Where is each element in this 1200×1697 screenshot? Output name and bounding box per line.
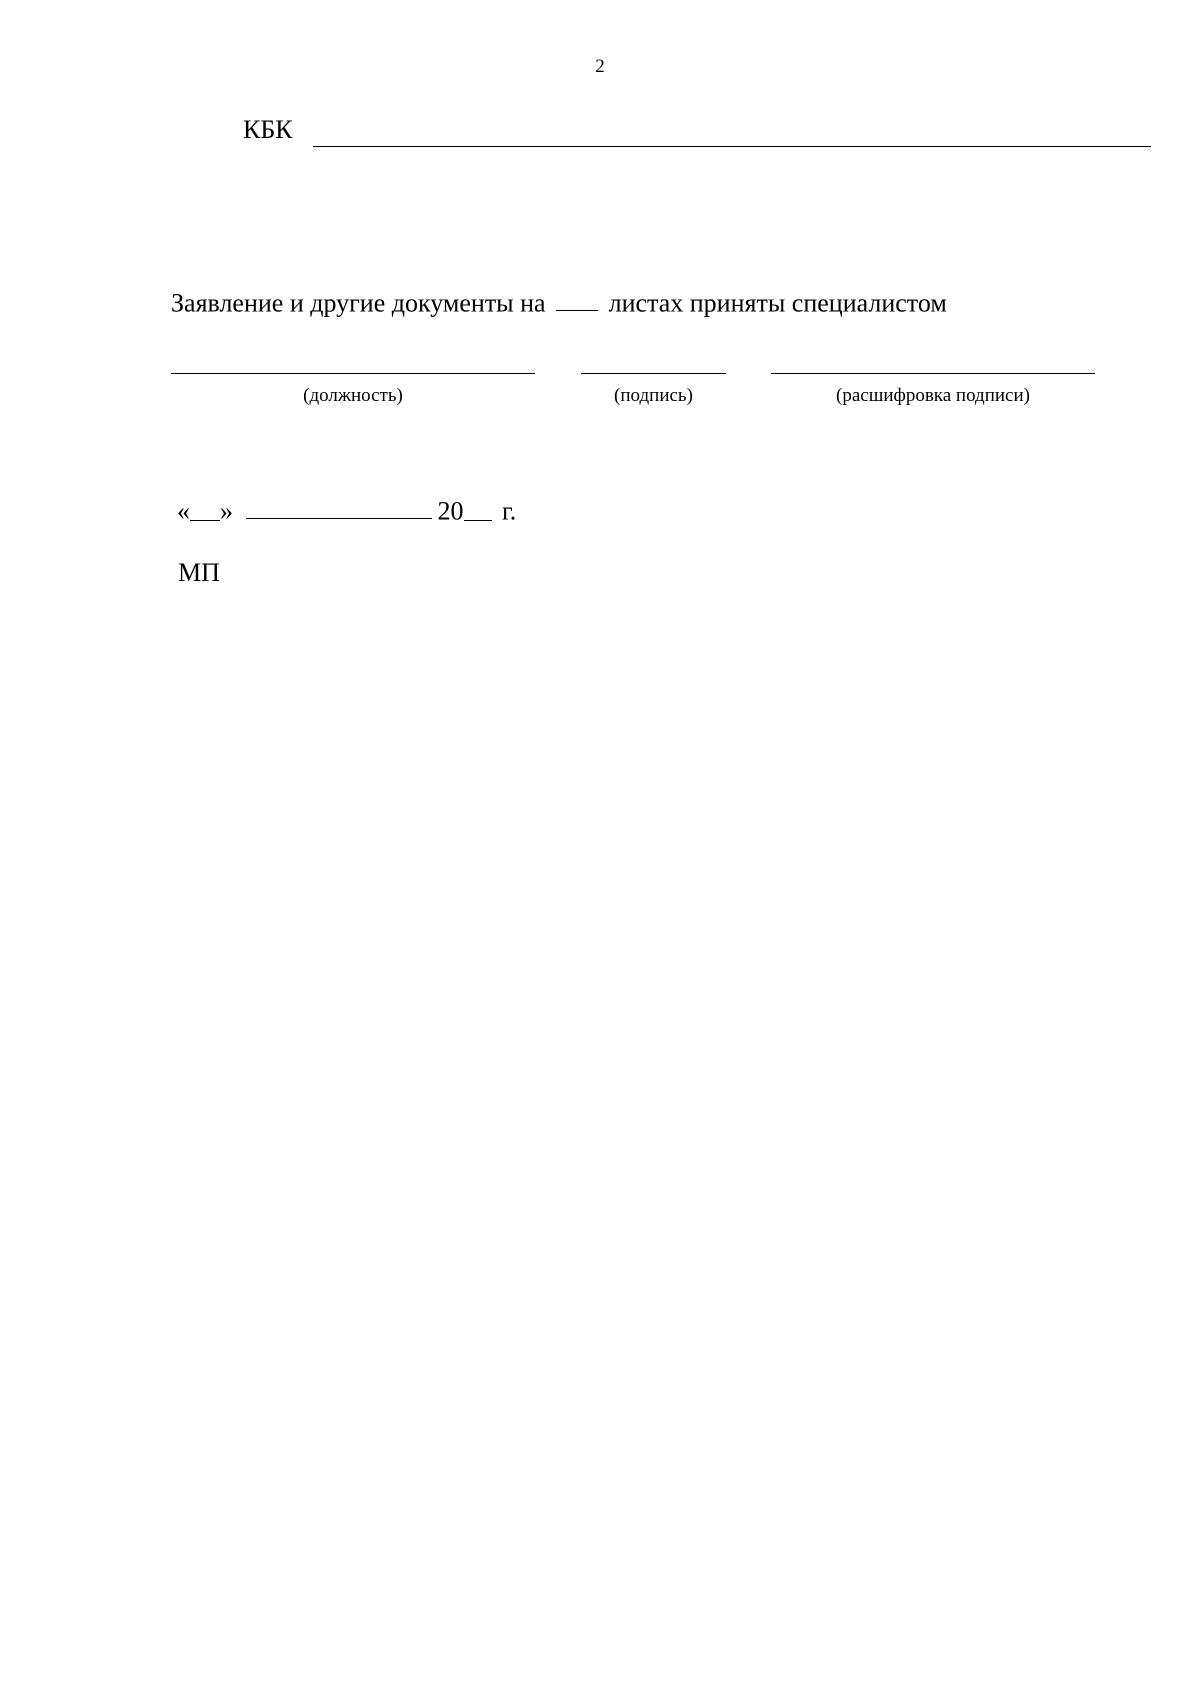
sheet-count-blank[interactable] [556, 287, 598, 311]
date-open-quote: « [177, 496, 190, 526]
month-blank[interactable] [246, 495, 432, 519]
position-field-line[interactable] [171, 373, 535, 374]
signature-field-line[interactable] [581, 373, 726, 374]
signature-decode-caption: (расшифровка подписи) [836, 385, 1030, 406]
signature-caption: (подпись) [614, 385, 693, 406]
statement-prefix: Заявление и другие документы на [171, 288, 546, 318]
year-suffix: г. [502, 496, 517, 526]
date-line [177, 495, 516, 526]
date-century: 20 [437, 496, 464, 526]
statement-text [171, 287, 947, 318]
year-blank[interactable] [464, 497, 492, 521]
date-close-quote: » [220, 496, 233, 526]
signature-decode-field-line[interactable] [771, 373, 1095, 374]
seal-label: МП [178, 558, 220, 587]
page-number: 2 [595, 56, 605, 77]
position-caption: (должность) [303, 385, 403, 406]
day-blank[interactable] [190, 497, 220, 521]
kbk-label: КБК [243, 115, 293, 144]
kbk-field-line[interactable] [313, 146, 1151, 147]
statement-suffix: листах приняты специалистом [608, 288, 947, 318]
